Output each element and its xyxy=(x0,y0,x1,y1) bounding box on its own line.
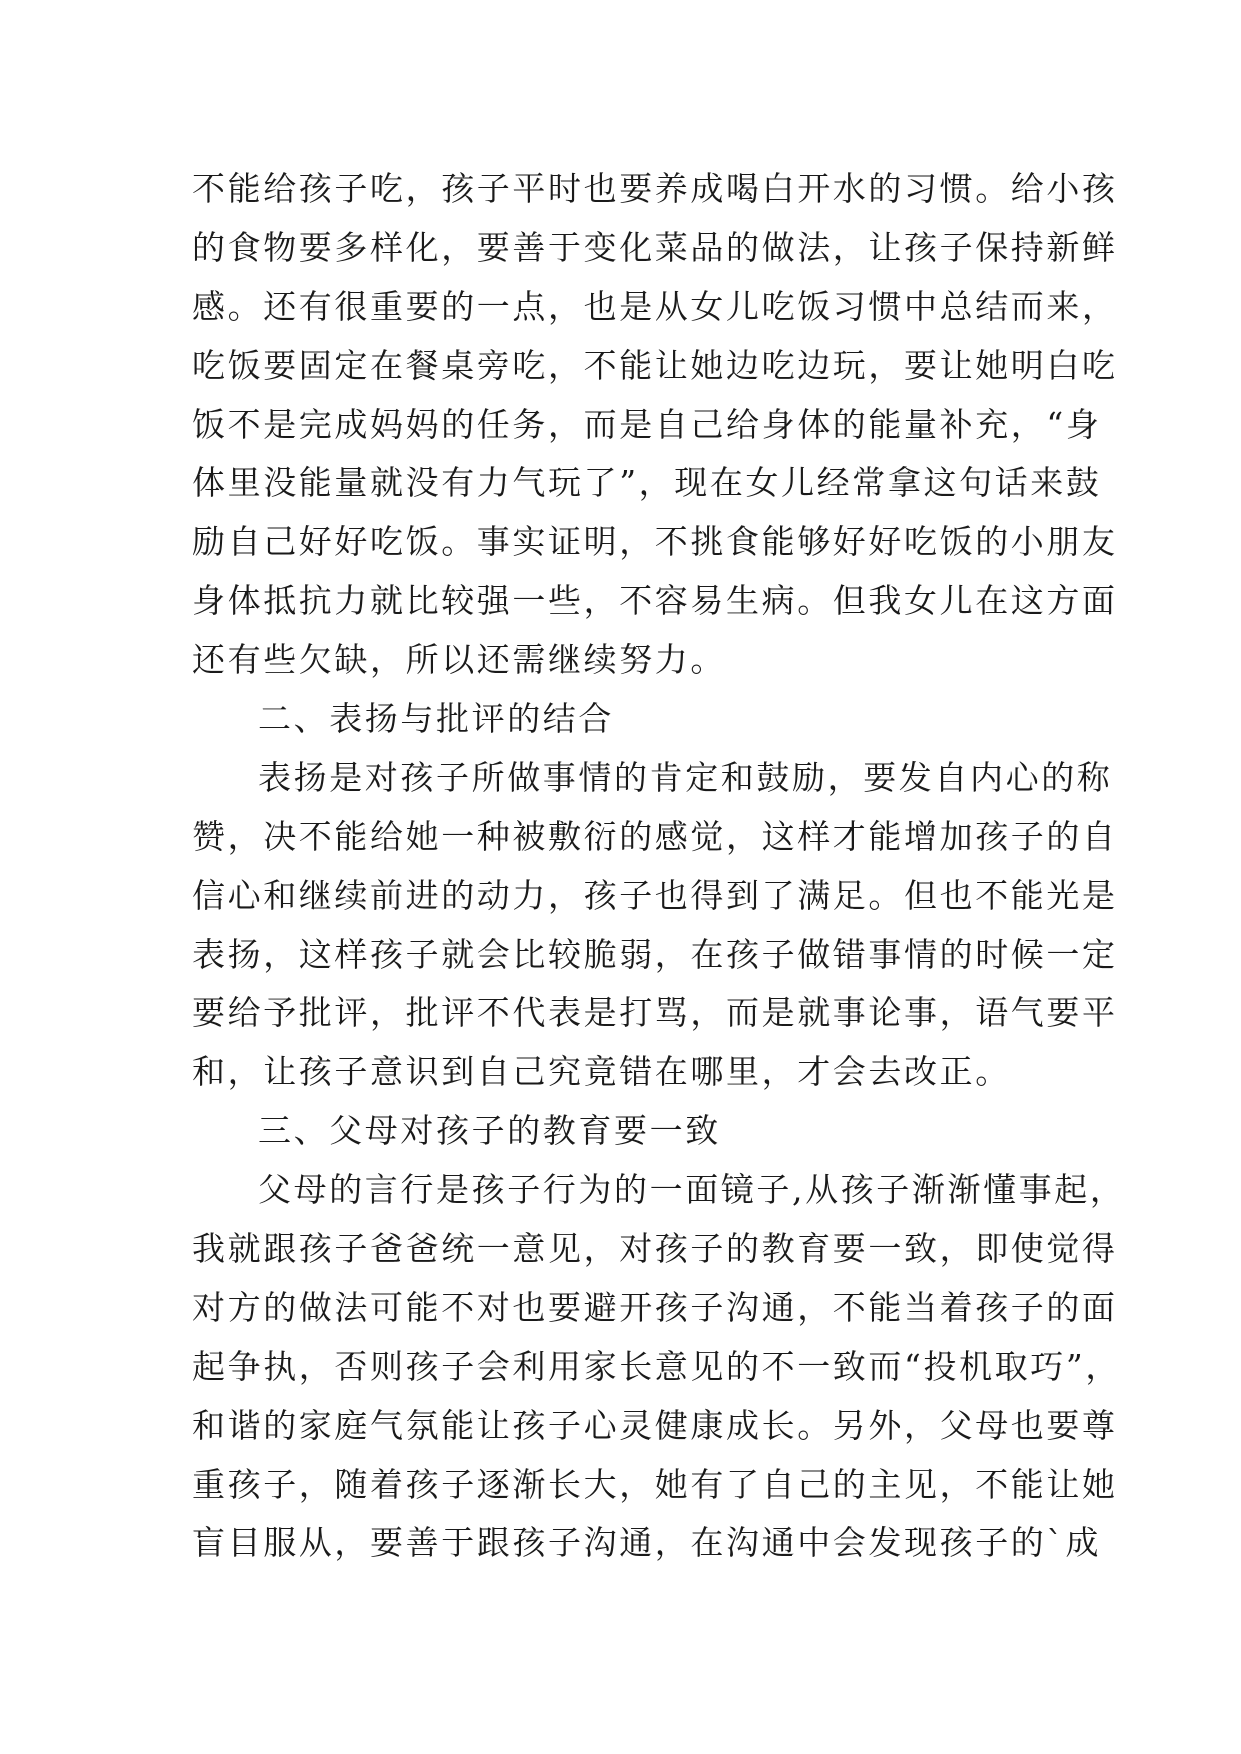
body-text-line: 感。还有很重要的一点，也是从女儿吃饭习惯中总结而来， xyxy=(192,286,1118,326)
section-heading: 三、父母对孩子的教育要一致 xyxy=(258,1111,721,1151)
paragraph-first-line: 父母的言行是孩子行为的一面镜子,从孩子渐渐懂事起， xyxy=(258,1170,1126,1210)
body-text-line: 起争执，否则孩子会利用家长意见的不一致而“投机取巧”， xyxy=(192,1346,1121,1386)
body-text-line: 赞，决不能给她一种被敷衍的感觉，这样才能增加孩子的自 xyxy=(192,816,1118,856)
body-text-line: 吃饭要固定在餐桌旁吃，不能让她边吃边玩，要让她明白吃 xyxy=(192,345,1118,385)
body-text-line: 饭不是完成妈妈的任务，而是自己给身体的能量补充，“身 xyxy=(192,404,1102,444)
body-text-line: 的食物要多样化，要善于变化菜品的做法，让孩子保持新鲜 xyxy=(192,227,1118,267)
body-text-line: 体里没能量就没有力气玩了”，现在女儿经常拿这句话来鼓 xyxy=(192,463,1102,503)
body-text-line: 要给予批评，批评不代表是打骂，而是就事论事，语气要平 xyxy=(192,993,1118,1033)
body-text-line: 盲目服从，要善于跟孩子沟通，在沟通中会发现孩子的`成 xyxy=(192,1523,1102,1563)
body-text-line: 和，让孩子意识到自己究竟错在哪里，才会去改正。 xyxy=(192,1052,1011,1092)
body-text-line: 和谐的家庭气氛能让孩子心灵健康成长。另外，父母也要尊 xyxy=(192,1405,1118,1445)
body-text-line: 我就跟孩子爸爸统一意见，对孩子的教育要一致，即使觉得 xyxy=(192,1229,1118,1269)
body-text-line: 信心和继续前进的动力，孩子也得到了满足。但也不能光是 xyxy=(192,875,1118,915)
body-text-line: 重孩子，随着孩子逐渐长大，她有了自己的主见，不能让她 xyxy=(192,1464,1118,1504)
body-text-line: 对方的做法可能不对也要避开孩子沟通，不能当着孩子的面 xyxy=(192,1287,1118,1327)
body-text-line: 励自己好好吃饭。事实证明，不挑食能够好好吃饭的小朋友 xyxy=(192,522,1118,562)
paragraph-first-line: 表扬是对孩子所做事情的肯定和鼓励，要发自内心的称 xyxy=(258,757,1113,797)
document-body xyxy=(192,160,1126,1573)
body-text-line: 身体抵抗力就比较强一些，不容易生病。但我女儿在这方面 xyxy=(192,581,1118,621)
section-heading: 二、表扬与批评的结合 xyxy=(258,699,614,739)
body-text-line: 表扬，这样孩子就会比较脆弱，在孩子做错事情的时候一定 xyxy=(192,934,1118,974)
body-text-line: 不能给孩子吃，孩子平时也要养成喝白开水的习惯。给小孩 xyxy=(192,169,1118,208)
body-text-line: 还有些欠缺，所以还需继续努力。 xyxy=(192,640,726,680)
